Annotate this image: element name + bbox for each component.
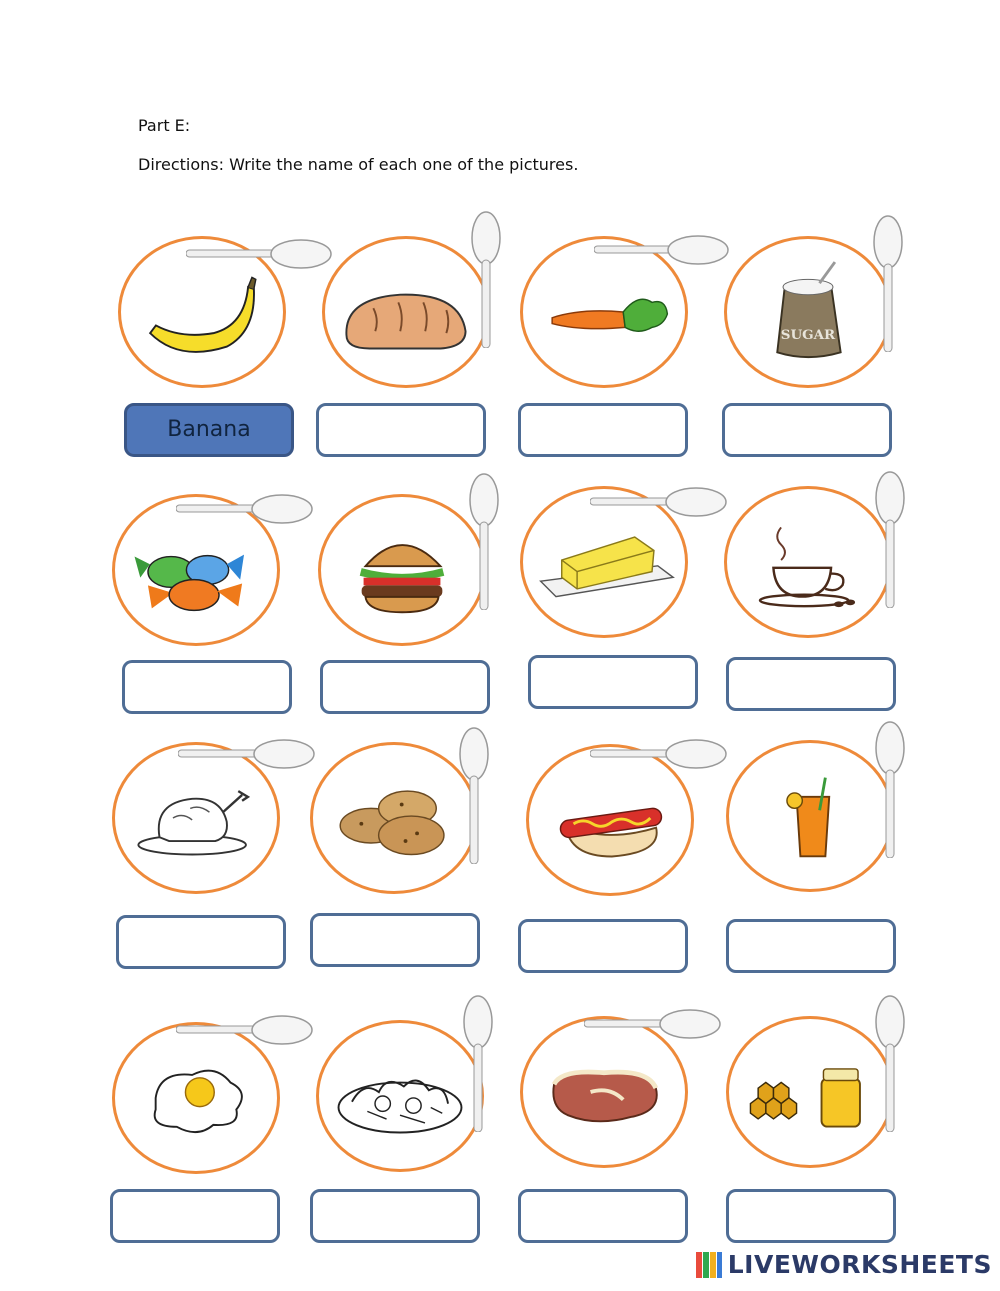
spoon-icon [186, 238, 336, 272]
sugar-sack-icon [727, 239, 889, 385]
spoon-icon [178, 738, 316, 772]
directions-text: Directions: Write the name of each one of the pictures. [138, 155, 579, 174]
answer-input-13[interactable] [110, 1189, 280, 1243]
plate-10 [310, 742, 478, 894]
answer-input-9[interactable] [116, 915, 286, 969]
plate-16 [726, 1016, 894, 1168]
answer-input-2[interactable] [316, 403, 486, 457]
answer-input-11[interactable] [518, 919, 688, 973]
spoon-icon [872, 468, 908, 608]
coffee-cup-icon [727, 489, 889, 635]
plate-6 [318, 494, 486, 646]
answer-input-7[interactable] [528, 655, 698, 709]
spoon-icon [872, 718, 908, 858]
spoon-icon [590, 738, 728, 772]
answer-input-5[interactable] [122, 660, 292, 714]
answer-input-14[interactable] [310, 1189, 480, 1243]
bread-icon [325, 239, 487, 385]
answer-input-8[interactable] [726, 657, 896, 711]
spoon-icon [468, 208, 504, 348]
salad-icon [319, 1023, 481, 1169]
answer-input-6[interactable] [320, 660, 490, 714]
spoon-icon [456, 724, 492, 864]
spoon-icon [870, 212, 906, 352]
spoon-icon [584, 1008, 722, 1042]
plate-4 [724, 236, 892, 388]
brand-name: LIVEWORKSHEETS [727, 1250, 992, 1279]
answer-input-12[interactable] [726, 919, 896, 973]
plate-2 [322, 236, 490, 388]
answer-input-1[interactable]: Banana [124, 403, 294, 457]
part-label: Part E: [138, 116, 191, 135]
answer-input-16[interactable] [726, 1189, 896, 1243]
spoon-icon [872, 992, 908, 1132]
spoon-icon [466, 470, 502, 610]
answer-input-4[interactable] [722, 403, 892, 457]
spoon-icon [460, 992, 496, 1132]
spoon-icon [176, 493, 314, 527]
answer-input-15[interactable] [518, 1189, 688, 1243]
sack-label: SUGAR [780, 326, 836, 343]
potatoes-icon [313, 745, 475, 891]
plate-14 [316, 1020, 484, 1172]
juice-icon [729, 743, 891, 889]
answer-input-3[interactable] [518, 403, 688, 457]
spoon-icon [176, 1014, 314, 1048]
brand-logo [696, 1250, 992, 1279]
spoon-icon [590, 486, 728, 520]
spoon-icon [594, 234, 730, 268]
plate-8 [724, 486, 892, 638]
answer-input-10[interactable] [310, 913, 480, 967]
honey-icon [729, 1019, 891, 1165]
hamburger-icon [321, 497, 483, 643]
liveworksheets-logo-icon [696, 1252, 722, 1278]
plate-12 [726, 740, 894, 892]
